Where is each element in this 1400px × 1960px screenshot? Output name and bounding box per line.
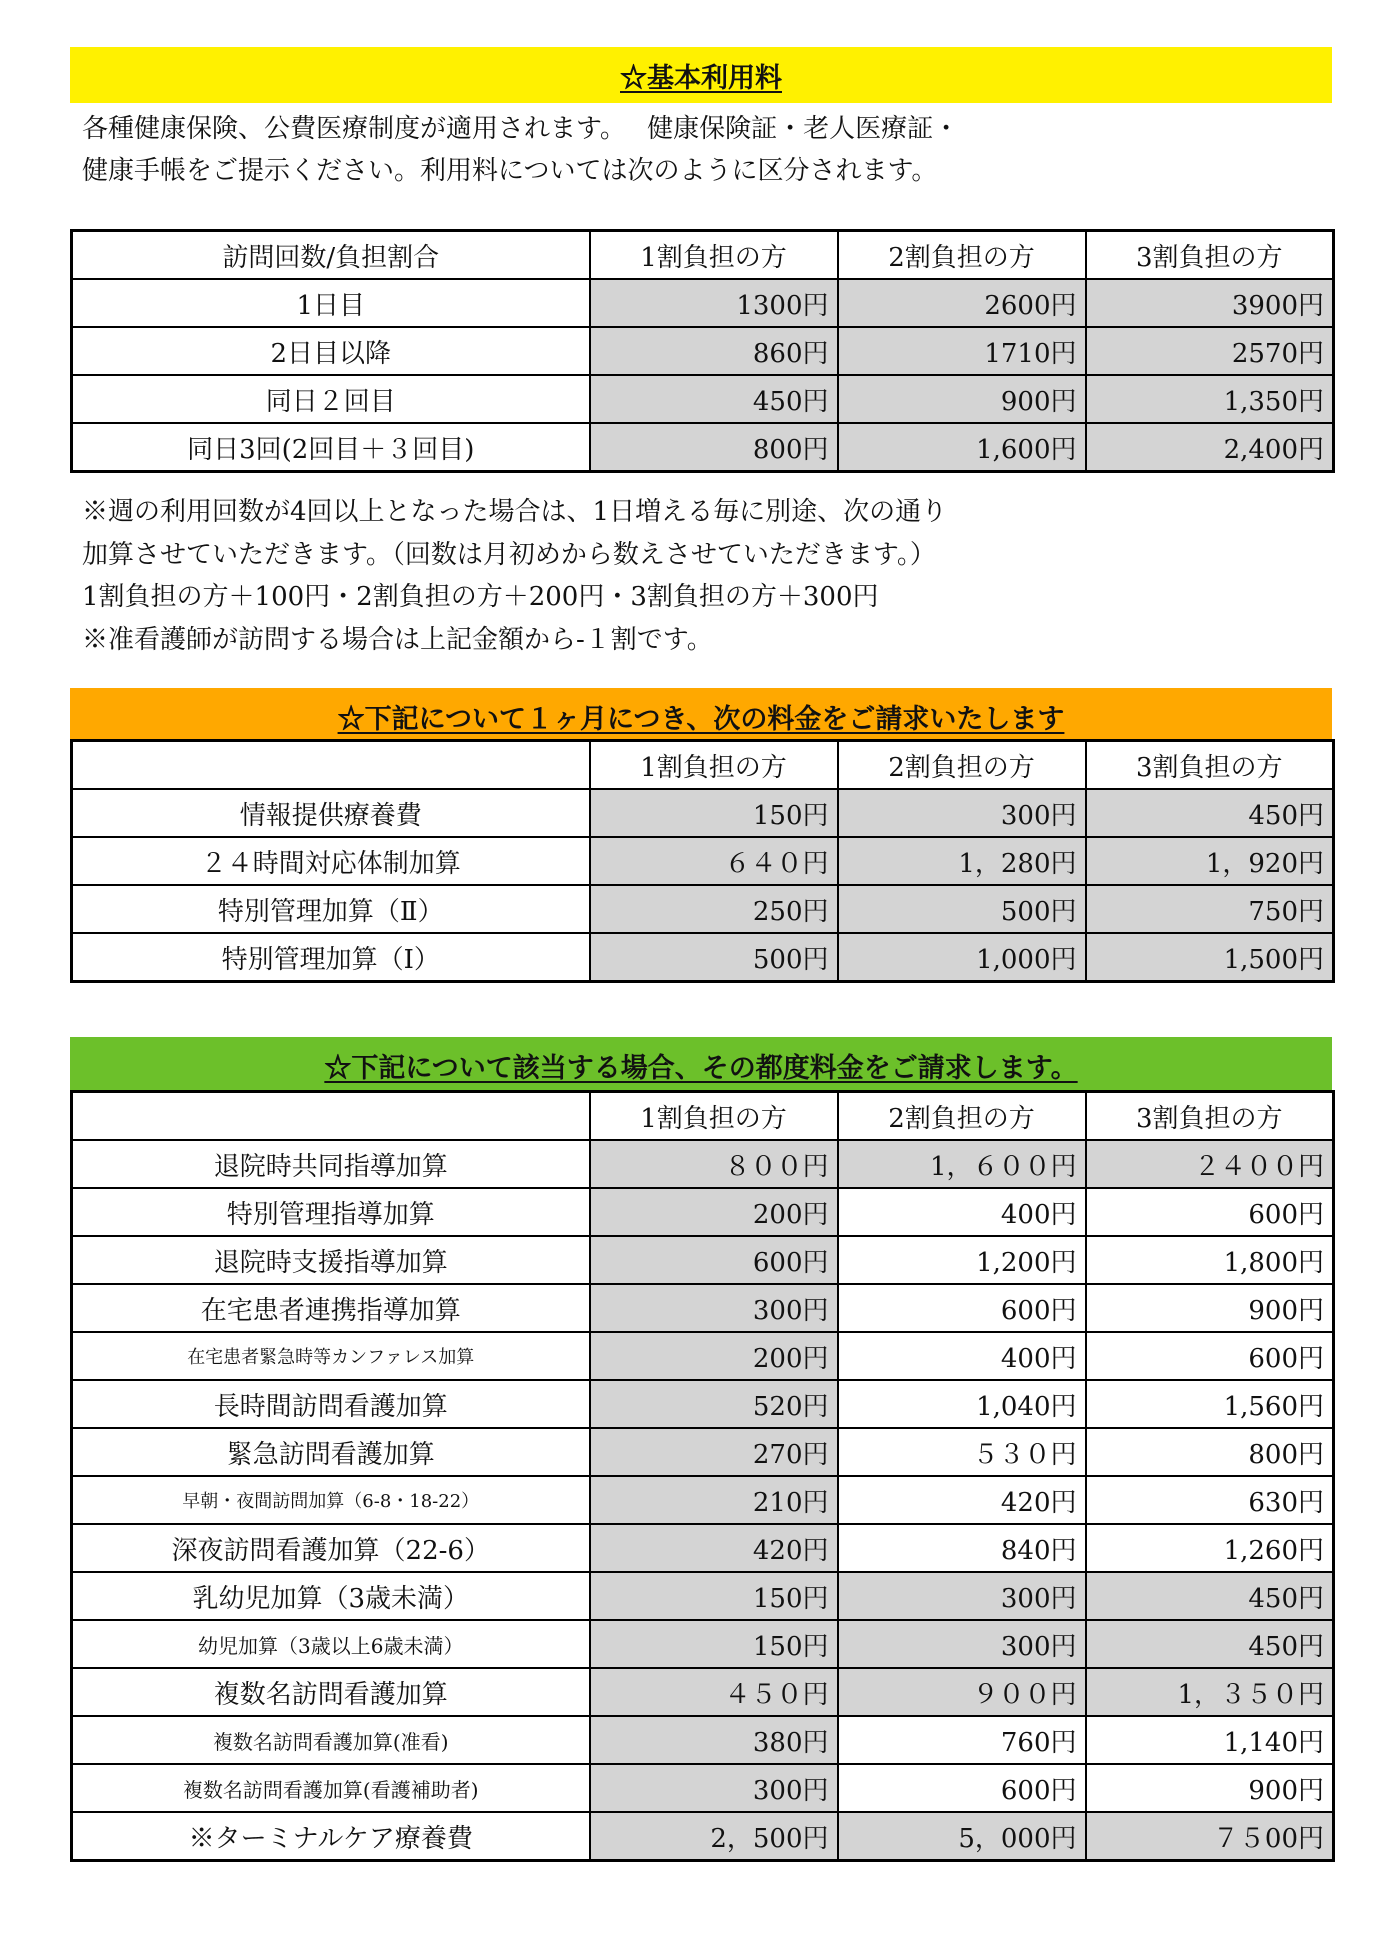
fee-cell: 1,140円 — [1086, 1716, 1334, 1764]
fee-cell: 150円 — [590, 1620, 838, 1668]
fee-cell: 1,350円 — [1086, 375, 1334, 423]
row-label: 情報提供療養費 — [72, 789, 590, 837]
row-label: 長時間訪問看護加算 — [72, 1380, 590, 1428]
header-cell: 2割負担の方 — [838, 1092, 1086, 1141]
header-cell: 2割負担の方 — [838, 231, 1086, 280]
section-basic-fee-title: ☆基本利用料 — [70, 47, 1332, 103]
fee-cell: 400円 — [838, 1332, 1086, 1380]
fee-cell: ８００円 — [590, 1140, 838, 1188]
header-cell: 訪問回数/負担割合 — [72, 231, 590, 280]
fee-cell: 210円 — [590, 1476, 838, 1524]
fee-cell: 1,600円 — [838, 423, 1086, 472]
table-row — [72, 327, 1334, 375]
row-label: 特別管理指導加算 — [72, 1188, 590, 1236]
row-label: 2日目以降 — [72, 327, 590, 375]
table-row — [72, 1476, 1334, 1524]
section-per-occasion-fee-title: ☆下記について該当する場合、その都度料金をご請求します。 — [70, 1037, 1332, 1093]
table-row — [72, 789, 1334, 837]
note-line: 1割負担の方＋100円・2割負担の方＋200円・3割負担の方＋300円 — [82, 582, 879, 612]
fee-cell: 800円 — [1086, 1428, 1334, 1476]
fee-cell: 200円 — [590, 1332, 838, 1380]
fee-cell: 200円 — [590, 1188, 838, 1236]
intro-line: 健康手帳をご提示ください。利用料については次のように区分されます。 — [82, 156, 938, 186]
fee-cell: 1,000円 — [838, 933, 1086, 982]
fee-cell: 1,260円 — [1086, 1524, 1334, 1572]
header-cell: 1割負担の方 — [590, 741, 838, 790]
fee-cell: 1，920円 — [1086, 837, 1334, 885]
fee-cell: 420円 — [838, 1476, 1086, 1524]
row-label: 乳幼児加算（3歳未満） — [72, 1572, 590, 1620]
table-row — [72, 1332, 1334, 1380]
row-label: 退院時共同指導加算 — [72, 1140, 590, 1188]
notes-text — [82, 491, 947, 661]
fee-cell: 840円 — [838, 1524, 1086, 1572]
fee-cell: ５３０円 — [838, 1428, 1086, 1476]
row-label: 緊急訪問看護加算 — [72, 1428, 590, 1476]
table-row — [72, 1284, 1334, 1332]
fee-cell: 600円 — [590, 1236, 838, 1284]
row-label: 在宅患者緊急時等カンファレス加算 — [72, 1332, 590, 1380]
fee-cell: 1710円 — [838, 327, 1086, 375]
fee-cell: 760円 — [838, 1716, 1086, 1764]
fee-cell: 600円 — [1086, 1188, 1334, 1236]
header-cell — [72, 1092, 590, 1141]
table-row — [72, 1812, 1334, 1861]
row-label: 深夜訪問看護加算（22-6） — [72, 1524, 590, 1572]
table-row — [72, 1236, 1334, 1284]
header-cell: 3割負担の方 — [1086, 231, 1334, 280]
row-label: ２４時間対応体制加算 — [72, 837, 590, 885]
fee-cell: 900円 — [1086, 1284, 1334, 1332]
table-header-row — [72, 741, 1334, 790]
row-label: 特別管理加算（Ⅱ） — [72, 885, 590, 933]
fee-cell: 2,400円 — [1086, 423, 1334, 472]
fee-cell: 450円 — [1086, 789, 1334, 837]
basic-fee-table — [70, 229, 1335, 473]
table-row — [72, 1764, 1334, 1812]
fee-cell: 2570円 — [1086, 327, 1334, 375]
intro-text — [82, 108, 959, 192]
fee-cell: 1,200円 — [838, 1236, 1086, 1284]
fee-cell: 1,800円 — [1086, 1236, 1334, 1284]
fee-cell: 5，000円 — [838, 1812, 1086, 1861]
header-cell: 3割負担の方 — [1086, 741, 1334, 790]
row-label: 早朝・夜間訪問加算（6-8・18-22） — [72, 1476, 590, 1524]
fee-cell: 600円 — [838, 1284, 1086, 1332]
header-cell: 3割負担の方 — [1086, 1092, 1334, 1141]
note-line: ※准看護師が訪問する場合は上記金額から-１割です。 — [82, 624, 713, 655]
intro-line: 各種健康保険、公費医療制度が適用されます。 健康保険証・老人医療証・ — [82, 114, 960, 144]
fee-cell: 270円 — [590, 1428, 838, 1476]
table-row — [72, 1572, 1334, 1620]
fee-cell: 630円 — [1086, 1476, 1334, 1524]
fee-cell: 600円 — [1086, 1332, 1334, 1380]
fee-cell: 1,500円 — [1086, 933, 1334, 982]
fee-cell: 1，280円 — [838, 837, 1086, 885]
fee-cell: 450円 — [1086, 1620, 1334, 1668]
fee-cell: 300円 — [838, 1572, 1086, 1620]
fee-cell: 1,040円 — [838, 1380, 1086, 1428]
fee-cell: 420円 — [590, 1524, 838, 1572]
table-row — [72, 1188, 1334, 1236]
table-row — [72, 1428, 1334, 1476]
header-cell — [72, 741, 590, 790]
fee-cell: ４５０円 — [590, 1668, 838, 1716]
header-cell: 2割負担の方 — [838, 741, 1086, 790]
fee-cell: 150円 — [590, 1572, 838, 1620]
fee-cell: 860円 — [590, 327, 838, 375]
header-cell: 1割負担の方 — [590, 1092, 838, 1141]
row-label: ※ターミナルケア療養費 — [72, 1812, 590, 1861]
fee-cell: 450円 — [590, 375, 838, 423]
fee-cell: 300円 — [838, 1620, 1086, 1668]
section-monthly-fee-title: ☆下記について１ヶ月につき、次の料金をご請求いたします — [70, 688, 1332, 744]
fee-cell: 750円 — [1086, 885, 1334, 933]
fee-cell: 400円 — [838, 1188, 1086, 1236]
table-header-row — [72, 231, 1334, 280]
table-row — [72, 279, 1334, 327]
table-row — [72, 1716, 1334, 1764]
fee-cell: 450円 — [1086, 1572, 1334, 1620]
fee-cell: 300円 — [590, 1764, 838, 1812]
fee-cell: 900円 — [1086, 1764, 1334, 1812]
table-row — [72, 1140, 1334, 1188]
fee-cell: 600円 — [838, 1764, 1086, 1812]
row-label: 幼児加算（3歳以上6歳未満） — [72, 1620, 590, 1668]
fee-cell: 2，500円 — [590, 1812, 838, 1861]
fee-cell: 2600円 — [838, 279, 1086, 327]
row-label: 同日２回目 — [72, 375, 590, 423]
fee-cell: 300円 — [590, 1284, 838, 1332]
row-label: 同日3回(2回目＋３回目) — [72, 423, 590, 472]
table-row — [72, 837, 1334, 885]
row-label: 1日目 — [72, 279, 590, 327]
fee-cell: 1,560円 — [1086, 1380, 1334, 1428]
fee-cell: 800円 — [590, 423, 838, 472]
table-header-row — [72, 1092, 1334, 1141]
row-label: 複数名訪問看護加算(看護補助者) — [72, 1764, 590, 1812]
fee-cell: 150円 — [590, 789, 838, 837]
table-row — [72, 1524, 1334, 1572]
row-label: 特別管理加算（Ⅰ） — [72, 933, 590, 982]
per-occasion-fee-table — [70, 1090, 1335, 1862]
fee-cell: ９００円 — [838, 1668, 1086, 1716]
table-row — [72, 375, 1334, 423]
fee-cell: 520円 — [590, 1380, 838, 1428]
table-row — [72, 423, 1334, 472]
fee-cell: ７５00円 — [1086, 1812, 1334, 1861]
fee-cell: 1，３５０円 — [1086, 1668, 1334, 1716]
fee-cell: ２４００円 — [1086, 1140, 1334, 1188]
note-line: 加算させていただきます。（回数は月初めから数えさせていただきます。） — [82, 539, 936, 570]
row-label: 在宅患者連携指導加算 — [72, 1284, 590, 1332]
table-row — [72, 1380, 1334, 1428]
fee-cell: 250円 — [590, 885, 838, 933]
note-line: ※週の利用回数が4回以上となった場合は、1日増える毎に別途、次の通り — [82, 497, 948, 527]
row-label: 退院時支援指導加算 — [72, 1236, 590, 1284]
fee-cell: 380円 — [590, 1716, 838, 1764]
fee-cell: ６４０円 — [590, 837, 838, 885]
row-label: 複数名訪問看護加算(准看) — [72, 1716, 590, 1764]
header-cell: 1割負担の方 — [590, 231, 838, 280]
fee-cell: 3900円 — [1086, 279, 1334, 327]
fee-cell: 1，６００円 — [838, 1140, 1086, 1188]
table-row — [72, 1668, 1334, 1716]
fee-cell: 500円 — [838, 885, 1086, 933]
table-row — [72, 933, 1334, 982]
monthly-fee-table — [70, 739, 1335, 983]
fee-cell: 1300円 — [590, 279, 838, 327]
row-label: 複数名訪問看護加算 — [72, 1668, 590, 1716]
table-row — [72, 1620, 1334, 1668]
table-row — [72, 885, 1334, 933]
fee-cell: 900円 — [838, 375, 1086, 423]
fee-cell: 500円 — [590, 933, 838, 982]
fee-cell: 300円 — [838, 789, 1086, 837]
